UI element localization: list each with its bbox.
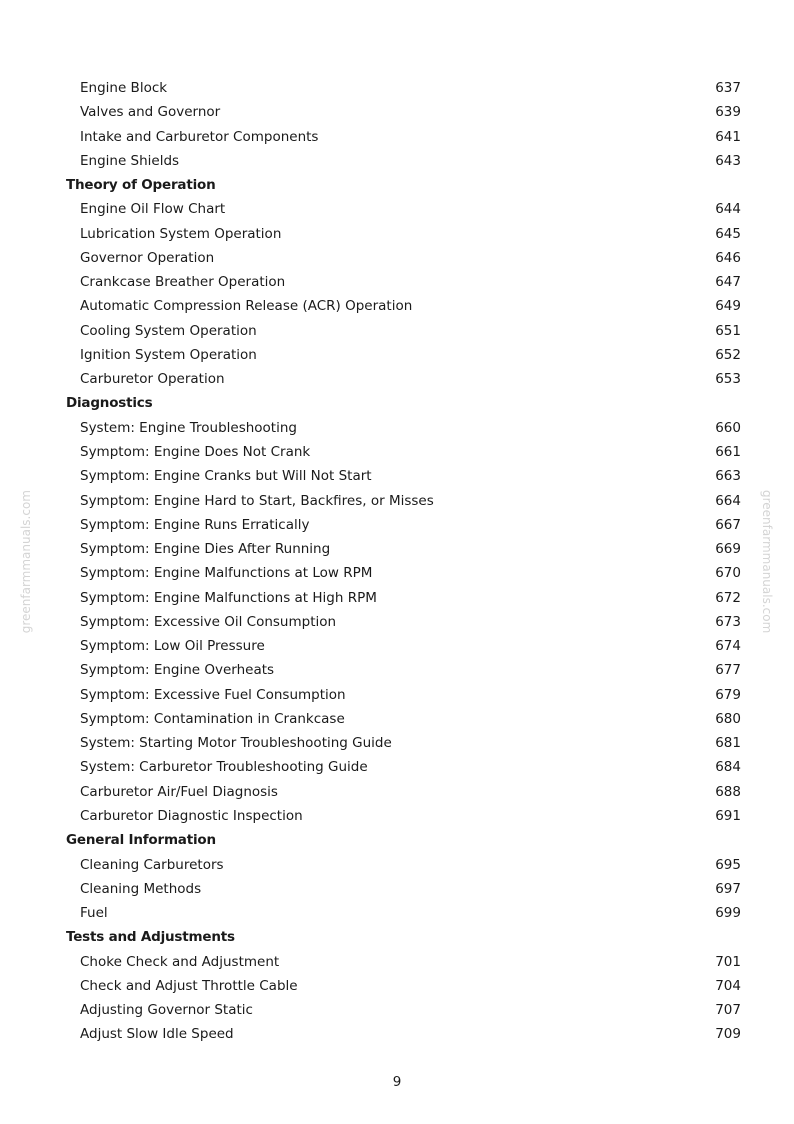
toc-title: Check and Adjust Throttle Cable xyxy=(80,977,298,994)
toc-title: System: Engine Troubleshooting xyxy=(80,419,297,436)
toc-entry[interactable] xyxy=(0,780,794,804)
toc-entry[interactable] xyxy=(0,877,794,901)
toc-page-number: 641 xyxy=(715,128,741,145)
toc-page-number: 688 xyxy=(715,783,741,800)
table-of-contents xyxy=(0,76,794,1047)
toc-title: Engine Block xyxy=(80,80,168,96)
toc-title: Fuel xyxy=(80,905,108,922)
toc-page-number: 663 xyxy=(715,468,741,485)
toc-title: Choke Check and Adjustment xyxy=(80,953,280,970)
toc-page-number: 667 xyxy=(715,516,741,533)
toc-entry[interactable] xyxy=(0,319,794,343)
toc-entry[interactable] xyxy=(0,367,794,391)
toc-title: Engine Oil Flow Chart xyxy=(80,201,226,218)
toc-page-number: 695 xyxy=(715,856,741,873)
watermark-right: greenfarmmanuals.com xyxy=(760,490,774,634)
toc-title: Lubrication System Operation xyxy=(80,225,282,242)
toc-page-number: 660 xyxy=(715,419,741,436)
toc-page-number: 684 xyxy=(715,759,741,776)
toc-title: Valves and Governor xyxy=(80,104,221,121)
toc-entry[interactable] xyxy=(0,683,794,707)
toc-title: Tests and Adjustments xyxy=(66,929,235,946)
toc-title: Adjusting Governor Static xyxy=(80,1002,253,1019)
toc-page-number: 709 xyxy=(715,1026,741,1043)
toc-title: Intake and Carburetor Components xyxy=(80,128,319,145)
toc-section-heading xyxy=(0,828,794,852)
toc-title: Ignition System Operation xyxy=(80,346,257,363)
toc-entry[interactable] xyxy=(0,222,794,246)
toc-title: Symptom: Engine Overheats xyxy=(80,662,275,679)
toc-page-number: 704 xyxy=(715,977,741,994)
toc-entry[interactable] xyxy=(0,561,794,585)
toc-title: Diagnostics xyxy=(66,395,153,412)
toc-page-number: 673 xyxy=(715,613,741,630)
toc-title: Cleaning Methods xyxy=(80,880,202,897)
toc-entry[interactable] xyxy=(0,513,794,537)
toc-title: Symptom: Excessive Oil Consumption xyxy=(80,613,337,630)
toc-title: Engine Shields xyxy=(80,152,180,169)
toc-page-number: 639 xyxy=(715,104,741,121)
toc-entry[interactable] xyxy=(0,343,794,367)
toc-entry[interactable] xyxy=(0,76,794,100)
toc-entry[interactable] xyxy=(0,270,794,294)
toc-page-number: 643 xyxy=(715,152,741,169)
toc-title: Adjust Slow Idle Speed xyxy=(80,1026,234,1043)
toc-page-number: 672 xyxy=(715,589,741,606)
watermark-left: greenfarmmanuals.com xyxy=(19,490,33,634)
toc-title: System: Starting Motor Troubleshooting Guide xyxy=(80,735,392,752)
toc-title: Symptom: Engine Runs Erratically xyxy=(80,516,310,533)
toc-entry[interactable] xyxy=(0,755,794,779)
toc-page-number: 646 xyxy=(715,249,741,266)
toc-title: Symptom: Engine Malfunctions at Low RPM xyxy=(80,565,373,582)
toc-entry[interactable] xyxy=(0,294,794,318)
toc-page-number: 707 xyxy=(715,1002,741,1019)
toc-page-number: 649 xyxy=(715,298,741,315)
page-number: 9 xyxy=(392,1074,402,1090)
toc-title: Symptom: Engine Dies After Running xyxy=(80,541,331,558)
toc-entry[interactable] xyxy=(0,416,794,440)
toc-page-number: 644 xyxy=(715,201,741,218)
toc-title: Symptom: Contamination in Crankcase xyxy=(80,710,345,727)
toc-title: Carburetor Air/Fuel Diagnosis xyxy=(80,783,278,800)
toc-entry[interactable] xyxy=(0,658,794,682)
toc-page-number: 670 xyxy=(715,565,741,582)
toc-page-number: 681 xyxy=(715,735,741,752)
toc-page-number: 652 xyxy=(715,346,741,363)
toc-page-number: 677 xyxy=(715,662,741,679)
toc-section-heading xyxy=(0,391,794,415)
toc-section-heading xyxy=(0,925,794,949)
toc-entry[interactable] xyxy=(0,197,794,221)
toc-title: Theory of Operation xyxy=(66,177,216,194)
toc-entry[interactable] xyxy=(0,246,794,270)
toc-title: Carburetor Diagnostic Inspection xyxy=(80,807,303,824)
toc-page-number: 674 xyxy=(715,638,741,655)
toc-entry[interactable] xyxy=(0,731,794,755)
toc-title: Symptom: Engine Cranks but Will Not Start xyxy=(80,468,372,485)
toc-page-number: 637 xyxy=(715,80,741,96)
toc-title: Carburetor Operation xyxy=(80,371,225,388)
toc-section-heading xyxy=(0,173,794,197)
toc-entry[interactable] xyxy=(0,998,794,1022)
toc-title: Symptom: Low Oil Pressure xyxy=(80,638,265,655)
toc-entry[interactable] xyxy=(0,804,794,828)
toc-title: Symptom: Engine Malfunctions at High RPM xyxy=(80,589,377,606)
toc-page-number: 701 xyxy=(715,953,741,970)
toc-entry[interactable] xyxy=(0,901,794,925)
toc-title: Governor Operation xyxy=(80,249,215,266)
toc-entry[interactable] xyxy=(0,464,794,488)
toc-entry[interactable] xyxy=(0,1022,794,1046)
toc-page-number: 664 xyxy=(715,492,741,509)
toc-entry[interactable] xyxy=(0,586,794,610)
toc-page-number: 699 xyxy=(715,905,741,922)
toc-page-number: 680 xyxy=(715,710,741,727)
toc-entry[interactable] xyxy=(0,489,794,513)
toc-title: System: Carburetor Troubleshooting Guide xyxy=(80,759,368,776)
toc-page-number: 669 xyxy=(715,541,741,558)
toc-entry[interactable] xyxy=(0,634,794,658)
toc-entry[interactable] xyxy=(0,610,794,634)
toc-entry[interactable] xyxy=(0,537,794,561)
toc-page-number: 651 xyxy=(715,322,741,339)
toc-entry[interactable] xyxy=(0,853,794,877)
toc-entry[interactable] xyxy=(0,100,794,124)
toc-entry[interactable] xyxy=(0,707,794,731)
toc-page-number: 647 xyxy=(715,274,741,291)
toc-title: General Information xyxy=(66,832,216,849)
toc-title: Cleaning Carburetors xyxy=(80,856,224,873)
toc-entry[interactable] xyxy=(0,974,794,998)
toc-page-number: 661 xyxy=(715,443,741,460)
toc-page-number: 697 xyxy=(715,880,741,897)
toc-page-number: 645 xyxy=(715,225,741,242)
toc-title: Automatic Compression Release (ACR) Operation xyxy=(80,298,413,315)
toc-entry[interactable] xyxy=(0,440,794,464)
toc-page-number: 679 xyxy=(715,686,741,703)
toc-title: Symptom: Excessive Fuel Consumption xyxy=(80,686,346,703)
toc-page-number: 653 xyxy=(715,371,741,388)
toc-title: Cooling System Operation xyxy=(80,322,257,339)
toc-title: Crankcase Breather Operation xyxy=(80,274,286,291)
toc-title: Symptom: Engine Hard to Start, Backfires, or Misses xyxy=(80,492,434,509)
toc-title: Symptom: Engine Does Not Crank xyxy=(80,443,311,460)
toc-entry[interactable] xyxy=(0,125,794,149)
toc-entry[interactable] xyxy=(0,149,794,173)
toc-entry[interactable] xyxy=(0,950,794,974)
toc-page-number: 691 xyxy=(715,807,741,824)
